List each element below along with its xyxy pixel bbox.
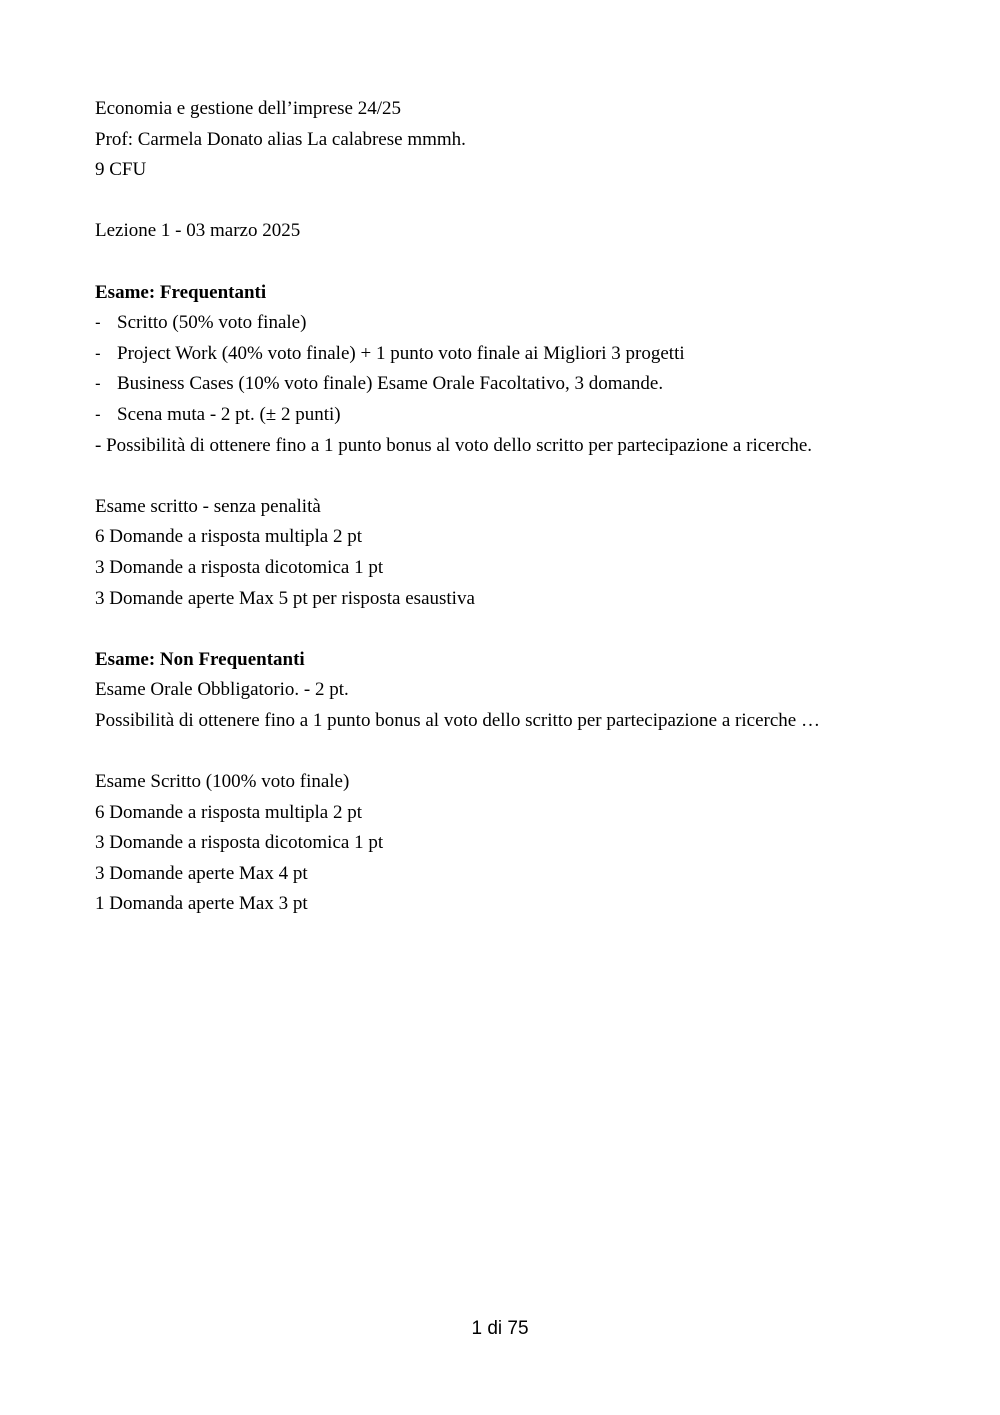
oral-exam-line: Esame Orale Obbligatorio. - 2 pt. (95, 679, 349, 701)
attending-bonus-note: - Possibilità di ottenere fino a 1 punto bonus al voto dello scritto per partecipazione a ricerche. (95, 434, 813, 456)
professor-line: Prof: Carmela Donato alias La calabrese mmmh. (95, 128, 466, 150)
exam-attending-heading: Esame: Frequentanti (95, 281, 267, 303)
bullet-text: Scena muta - 2 pt. (± 2 punti) (117, 403, 341, 425)
written-exam-non-attending-title: Esame Scritto (100% voto finale) (95, 771, 350, 793)
spacer (95, 247, 955, 278)
bullet-item (95, 400, 955, 431)
lesson-title: Lezione 1 - 03 marzo 2025 (95, 220, 301, 242)
list-item: 3 Domande a risposta dicotomica 1 pt (95, 556, 384, 578)
bullet-item (95, 308, 955, 339)
bullet-text: Project Work (40% voto finale) + 1 punto voto finale ai Migliori 3 progetti (117, 342, 685, 364)
written-exam-attending-title: Esame scritto - senza penalità (95, 495, 321, 517)
list-item: 1 Domanda aperte Max 3 pt (95, 893, 308, 915)
dash-bullet-icon: - (95, 313, 101, 333)
list-item: 3 Domande aperte Max 5 pt per risposta esaustiva (95, 587, 475, 609)
spacer (95, 186, 955, 217)
page-number: 1 di 75 (471, 1318, 529, 1339)
spacer (95, 614, 955, 645)
dash-bullet-icon: - (95, 374, 101, 394)
dash-bullet-icon: - (95, 404, 101, 424)
credits-line: 9 CFU (95, 159, 147, 181)
spacer (95, 461, 955, 492)
page-content (95, 94, 955, 920)
bullet-item (95, 369, 955, 400)
course-title: Economia e gestione dell’imprese 24/25 (95, 98, 402, 119)
bullet-text: Scritto (50% voto finale) (117, 312, 307, 334)
list-item: 3 Domande a risposta dicotomica 1 pt (95, 832, 384, 854)
non-attending-bonus-note: Possibilità di ottenere fino a 1 punto bonus al voto dello scritto per partecipazione a ricerche … (95, 709, 820, 731)
dash-bullet-icon: - (95, 343, 101, 363)
list-item: 6 Domande a risposta multipla 2 pt (95, 801, 363, 823)
spacer (95, 736, 955, 767)
exam-non-attending-heading: Esame: Non Frequentanti (95, 648, 305, 670)
list-item: 6 Domande a risposta multipla 2 pt (95, 526, 363, 548)
bullet-item (95, 339, 955, 370)
bullet-text: Business Cases (10% voto finale) Esame Orale Facoltativo, 3 domande. (117, 373, 664, 395)
list-item: 3 Domande aperte Max 4 pt (95, 862, 308, 884)
